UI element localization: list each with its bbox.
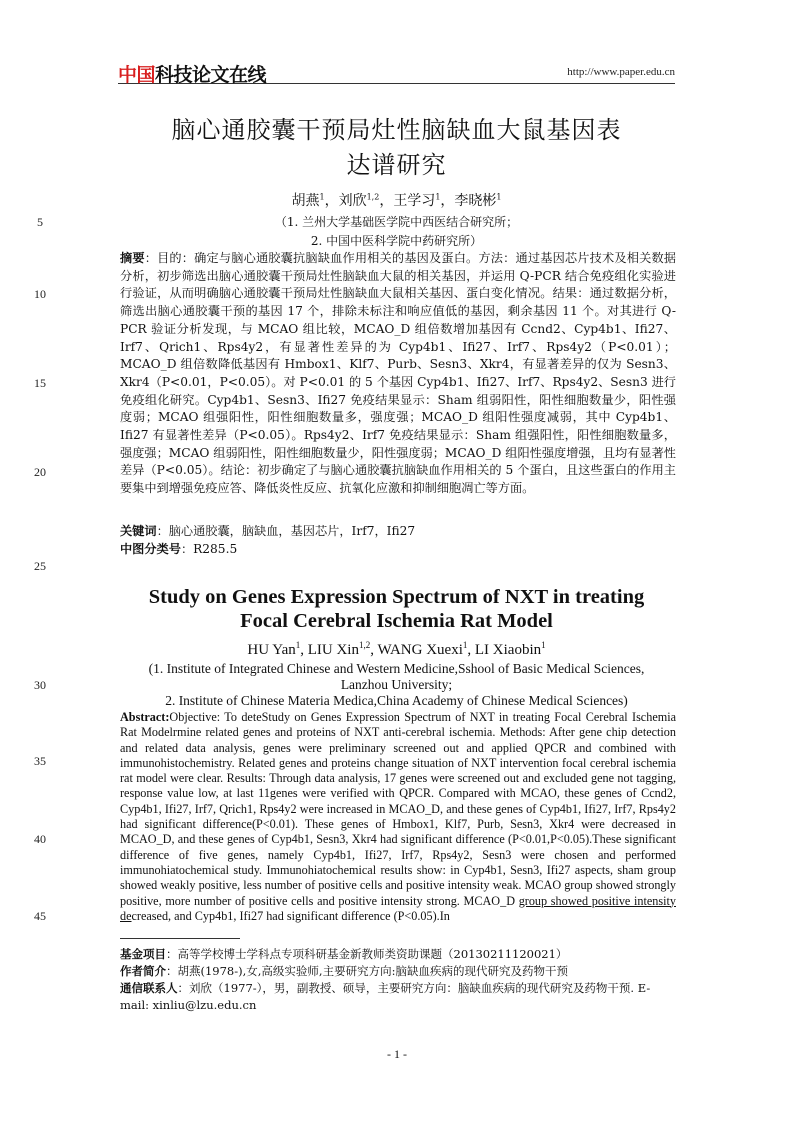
author-name: 王学习 <box>393 193 436 209</box>
page-header <box>118 58 675 84</box>
fund-label: 基金项目 <box>120 947 166 961</box>
classification-text: ：R285.5 <box>180 542 238 556</box>
author-affiliation-mark: 1 <box>496 192 502 202</box>
author-name: HU Yan <box>247 642 296 658</box>
author-separator: , <box>300 642 308 658</box>
author-separator: , <box>370 642 378 658</box>
page-number: - 1 - <box>387 1047 407 1061</box>
abstract-label: Abstract: <box>120 710 170 724</box>
contact-text: ：刘欣（1977-），男，副教授、硕导，主要研究方向：脑缺血疾病的现代研究及药物干预. E-mail: xinliu@lzu.edu.cn <box>120 981 651 1012</box>
abstract-label: 摘要 <box>120 251 145 265</box>
line-number: 5 <box>37 215 43 229</box>
english-affiliation-1: (1. Institute of Integrated Chinese and Western Medicine,Sshool of Basic Medical Sciences, <box>148 661 645 676</box>
abstract-text: ：目的：确定与脑心通胶囊抗脑缺血作用相关的基因及蛋白。方法：通过基因芯片技术及相关数据分析，初步筛选出脑心通胶囊干预局灶性脑缺血大鼠的相关基因，并运用 Q-PCR 结合免疫组化实验进行验证，从而明确脑心通胶囊干预局灶性脑缺血大鼠相关基因、蛋白变化情况。结果：通过数据分析，筛选出脑心通胶囊干预的基因 17 个，排除未标注和响应值低的基因，剩余基因 11 个。对其进行 Q-PCR 验证分析发现，与 MCAO 组比较，MCAO_D 组倍数增加基因有 Ccnd2、Cyp4b1、Ifi27、Irf7、Qrich1、Rps4y2，有显著性差异的为 Cyp4b1、Ifi27、Irf7、Rps4y2（P<0.01）；MCAO_D 组倍数降低基因有 Hmbox1、Klf7、Purb、Sesn3、Xkr4，有显著差异的仅为 Sesn3、Xkr4（P<0.01，P<0.05）。对 P<0.01 的 5 个基因 Cyp4b1、Ifi27、Irf7、Rps4y2、Sesn3 进行免疫组化研究。Cyp4b1、Sesn3、Ifi27 免疫结果显示：Sham 组弱阳性，阳性细胞数量少，阳性强度弱；MCAO 组强阳性，阳性细胞数量多，强度强；MCAO_D 组阳性强度减弱，其中 Cyp4b1、Ifi27 有显著性差异（P<0.05）。Rps4y2、Irf7 免疫结果显示：Sham 组强阳性，阳性细胞数量多，强度强；MCAO 组弱阳性，阳性细胞数量少，阳性强度弱；MCAO_D 组阳性强度增强，且均有显著性差异（P<0.05）。结论：初步确定了与脑心通胶囊抗脑缺血作用相关的 5 个蛋白，且这些蛋白的作用主要集中到增强免疫应答、降低炎性反应、抗氧化应激和抑制细胞凋亡等方面。 <box>120 251 676 496</box>
author-separator: ， <box>379 193 394 209</box>
english-title-line-1: Study on Genes Expression Spectrum of NXT in treating <box>148 586 645 608</box>
chinese-title-line-2: 达谱研究 <box>346 151 447 179</box>
author-separator: ， <box>440 193 455 209</box>
chinese-keywords <box>120 522 676 539</box>
keywords-text: ：脑心通胶囊，脑缺血，基因芯片，Irf7，Ifi27 <box>156 524 416 538</box>
line-number: 45 <box>34 909 46 923</box>
english-authors <box>118 640 675 659</box>
logo-part-2: 科技论文在线 <box>155 64 267 86</box>
chinese-affiliation-1: （1. 兰州大学基础医学院中西医结合研究所； <box>274 215 519 229</box>
journal-logo <box>118 60 266 87</box>
english-abstract <box>120 710 676 924</box>
author-affiliation-mark: 1 <box>319 192 325 202</box>
line-number: 15 <box>34 376 46 390</box>
line-number: 20 <box>34 465 46 479</box>
line-number: 30 <box>34 678 46 692</box>
author-affiliation-mark: 1,2 <box>358 640 371 650</box>
author-bio-footnote <box>120 963 676 980</box>
author-name: WANG Xuexi <box>377 642 463 658</box>
author-name: LI Xiaobin <box>474 642 542 658</box>
author-affiliation-mark: 1 <box>462 640 468 650</box>
footnote-divider <box>120 938 240 939</box>
line-number: 40 <box>34 832 46 846</box>
abstract-text: Objective: To deteStudy on Genes Expression Spectrum of NXT in treating Focal Cerebral Ischemia Rat Modelrmine related genes and proteins of NXT anti-cerebral ischemia. Methods: After gene chip detection and related data analysis, genes were preliminary screened out and applied QPCR and combined with immunohistochemistry. Related genes and proteins change situation of NXT intervention focal cerebral ischemia rat model were clear. Results: Through data analysis, 17 genes were screened out and excluded gene not tagging, response value low, at last 11genes were verified with QPCR. Compared with MCAO, these genes of Ccnd2, Cyp4b1, Ifi27, Irf7, Qrich1, Rps4y2 were increased in MCAO_D, and these genes of Cyp4b1, Ifi27, Irf7, Rps4y2 had significant difference(P<0.01). These genes of Hmbox1, Klf7, Purb, Sesn3, Xkr4 were decreased in MCAO_D, and these genes of Cyp4b1, Sesn3, Xkr4 had significant difference (P<0.01,P<0.05).These significant difference of five genes, namely Cyp4b1, Ifi27, Irf7, Rps4y2, Sesn3 were chosen and performed immunohiatochemical study. Immunohiatochemical results show: in Cyp4b1, Sesn3, Ifi27 aspects, sham group showed weakly positive, less number of positive cells and positive intensity weak. MCAO group showed strongly positive, more number of positive cells and positive intensity strong. MCAO_D <box>120 710 676 908</box>
contact-footnote <box>120 980 676 1014</box>
author-bio-text: ：胡燕(1978-),女,高级实验师,主要研究方向:脑缺血疾病的现代研究及药物干预 <box>166 964 568 978</box>
author-name: 刘欣 <box>338 193 367 209</box>
header-url[interactable]: http://www.paper.edu.cn <box>567 66 675 78</box>
chinese-affiliation-2: 2. 中国中医科学院中药研究所） <box>310 234 483 248</box>
english-affiliation-2: Lanzhou University; <box>340 677 453 692</box>
author-affiliation-mark: 1,2 <box>366 192 380 202</box>
english-affiliation-3: 2. Institute of Chinese Materia Medica,China Academy of Chinese Medical Sciences) <box>165 693 628 708</box>
author-affiliation-mark: 1 <box>295 640 301 650</box>
footnotes <box>120 946 676 1014</box>
author-separator: , <box>467 642 475 658</box>
author-affiliation-mark: 1 <box>541 640 546 650</box>
author-bio-label: 作者简介 <box>120 964 166 978</box>
line-number: 35 <box>34 754 46 768</box>
author-name: 李晓彬 <box>454 193 497 209</box>
line-number: 25 <box>34 559 46 573</box>
logo-part-1: 中国 <box>118 64 156 86</box>
chinese-abstract <box>120 250 676 498</box>
fund-footnote <box>120 946 676 963</box>
chinese-title-line-1: 脑心通胶囊干预局灶性脑缺血大鼠基因表 <box>171 116 622 144</box>
author-name: 胡燕 <box>291 193 320 209</box>
chinese-authors <box>118 190 675 210</box>
abstract-text-tail: creased, and Cyp4b1, Ifi27 had significant difference (P<0.05).In <box>131 908 450 923</box>
english-title-line-2: Focal Cerebral Ischemia Rat Model <box>240 610 553 632</box>
fund-text: ：高等学校博士学科点专项科研基金新教师类资助课题（20130211120021） <box>166 947 568 961</box>
author-affiliation-mark: 1 <box>435 192 441 202</box>
line-number: 10 <box>34 287 46 301</box>
author-separator: ， <box>324 193 339 209</box>
keywords-label: 关键词 <box>120 524 157 538</box>
contact-label: 通信联系人 <box>120 981 178 995</box>
classification-label: 中图分类号 <box>120 542 181 556</box>
abstract-underlined-text: group showed positive intensity de <box>120 893 676 923</box>
chinese-classification <box>120 540 676 557</box>
line-number-gutter <box>0 0 90 1123</box>
author-name: LIU Xin <box>307 642 359 658</box>
